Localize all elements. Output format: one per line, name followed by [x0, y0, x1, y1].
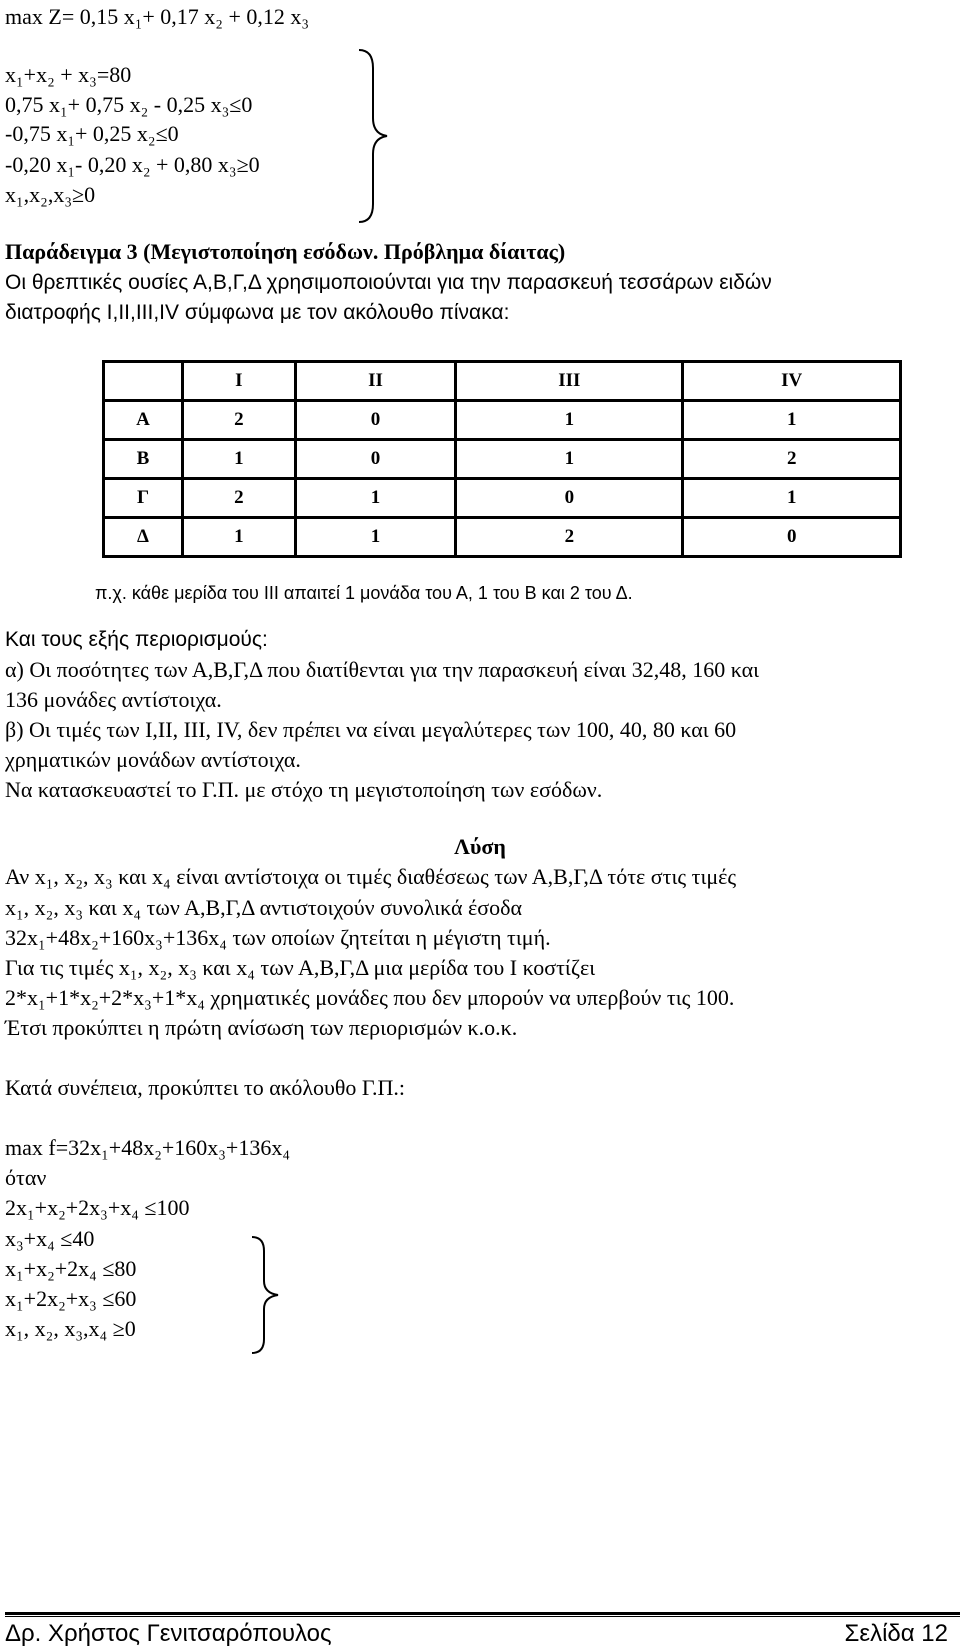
row-header: Α [104, 401, 183, 440]
table-note: π.χ. κάθε μερίδα του ΙΙΙ απαιτεί 1 μονάδα του Α, 1 του Β και 2 του Δ. [95, 583, 633, 603]
constraint-a-line-2: 136 μονάδες αντίστοιχα. [5, 687, 222, 712]
solution-consequence: Κατά συνέπεια, προκύπτει το ακόλουθο Γ.Π.: [5, 1075, 406, 1100]
footer-author: Δρ. Χρήστος Γενιτσαρόπουλος [5, 1620, 332, 1647]
column-header: IV [683, 362, 901, 401]
model2-brace [248, 1235, 288, 1355]
table-cell: 1 [295, 518, 456, 557]
model1-constraint-3: -0,75 x₁+ 0,25 x₂≤0 [5, 121, 179, 146]
task-statement: Να κατασκευαστεί το Γ.Π. με στόχο τη μεγιστοποίηση των εσόδων. [5, 777, 603, 802]
footer-rule-thin [5, 1616, 960, 1617]
model1-constraint-2: 0,75 x₁+ 0,75 x₂ - 0,25 x₃≤0 [5, 92, 253, 117]
model2-constraint-1: 2x₁+x₂+2x₃+x₄ ≤100 [5, 1195, 190, 1220]
model1-constraint-4: -0,20 x₁- 0,20 x₂ + 0,80 x₃≥0 [5, 152, 260, 177]
table-cell: 0 [295, 401, 456, 440]
table-cell: 0 [456, 479, 683, 518]
constraint-a-line-1: α) Οι ποσότητες των Α,Β,Γ,Δ που διατίθενται για την παρασκευή είναι 32,48, 160 και [5, 657, 760, 682]
table-cell: 0 [295, 440, 456, 479]
row-header: Δ [104, 518, 183, 557]
row-header: Γ [104, 479, 183, 518]
table-cell: 2 [183, 479, 296, 518]
model1-constraint-1: x₁+x₂ + x₃=80 [5, 62, 132, 87]
constraint-b-line-2: χρηματικών μονάδων αντίστοιχα. [5, 747, 301, 772]
table-cell: 1 [295, 479, 456, 518]
solution-p2-line-2: 2*x₁+1*x₂+2*x₃+1*x₄ χρηματικές μονάδες που δεν μπορούν να υπερβούν τις 100. [5, 985, 735, 1010]
column-header: III [456, 362, 683, 401]
example-heading: Παράδειγμα 3 (Μεγιστοποίηση εσόδων. Πρόβλημα δίαιτας) [5, 239, 566, 264]
model2-constraint-3: x₁+x₂+2x₄ ≤80 [5, 1256, 137, 1281]
table-cell: 0 [683, 518, 901, 557]
table-cell: 1 [683, 479, 901, 518]
solution-p1-line-1: Αν x₁, x₂, x₃ και x₄ είναι αντίστοιχα οι τιμές διαθέσεως των Α,Β,Γ,Δ τότε στις τιμές [5, 864, 737, 889]
table-corner-cell [104, 362, 183, 401]
footer-rule [5, 1612, 960, 1615]
footer-page-number: Σελίδα 12 [844, 1620, 948, 1647]
example-intro-2: διατροφής I,II,III,IV σύμφωνα με τον ακόλουθο πίνακα: [5, 301, 510, 324]
model2-constraint-5: x₁, x₂, x₃,x₄ ≥0 [5, 1316, 136, 1341]
table-header-row [104, 362, 901, 401]
column-header: II [295, 362, 456, 401]
model2-constraint-2: x₃+x₄ ≤40 [5, 1226, 95, 1251]
table-cell: 1 [456, 440, 683, 479]
table-cell: 1 [183, 440, 296, 479]
table-cell: 1 [456, 401, 683, 440]
table-cell: 2 [683, 440, 901, 479]
table-row [104, 518, 901, 557]
table-row [104, 401, 901, 440]
table-cell: 2 [183, 401, 296, 440]
table-cell: 2 [456, 518, 683, 557]
solution-title: Λύση [454, 834, 506, 859]
model2-when: όταν [5, 1165, 47, 1190]
constraints-intro: Και τους εξής περιορισμούς: [5, 628, 268, 651]
model1-constraint-5: x₁,x₂,x₃≥0 [5, 182, 96, 207]
solution-p1-line-3: 32x₁+48x₂+160x₃+136x₄ των οποίων ζητείται η μέγιστη τιμή. [5, 925, 551, 950]
model2-constraint-4: x₁+2x₂+x₃ ≤60 [5, 1286, 137, 1311]
table-cell: 1 [183, 518, 296, 557]
example-intro-1: Οι θρεπτικές ουσίες Α,Β,Γ,Δ χρησιμοποιούνται για την παρασκευή τεσσάρων ειδών [5, 271, 772, 294]
model1-brace [355, 48, 395, 226]
model1-objective: max Z= 0,15 x₁+ 0,17 x₂ + 0,12 x₃ [5, 4, 310, 29]
nutrient-table [102, 360, 902, 558]
row-header: Β [104, 440, 183, 479]
column-header: I [183, 362, 296, 401]
table-row [104, 479, 901, 518]
constraint-b-line-1: β) Οι τιμές των I,II, III, IV, δεν πρέπει να είναι μεγαλύτερες των 100, 40, 80 και 60 [5, 717, 737, 742]
table-row [104, 440, 901, 479]
solution-p1-line-2: x₁, x₂, x₃ και x₄ των Α,Β,Γ,Δ αντιστοιχούν συνολικά έσοδα [5, 895, 523, 920]
solution-p2-line-3: Έτσι προκύπτει η πρώτη ανίσωση των περιορισμών κ.ο.κ. [5, 1015, 518, 1040]
solution-p2-line-1: Για τις τιμές x₁, x₂, x₃ και x₄ των Α,Β,Γ,Δ μια μερίδα του Ι κοστίζει [5, 955, 596, 980]
table-cell: 1 [683, 401, 901, 440]
model2-objective: max f=32x₁+48x₂+160x₃+136x₄ [5, 1135, 291, 1160]
